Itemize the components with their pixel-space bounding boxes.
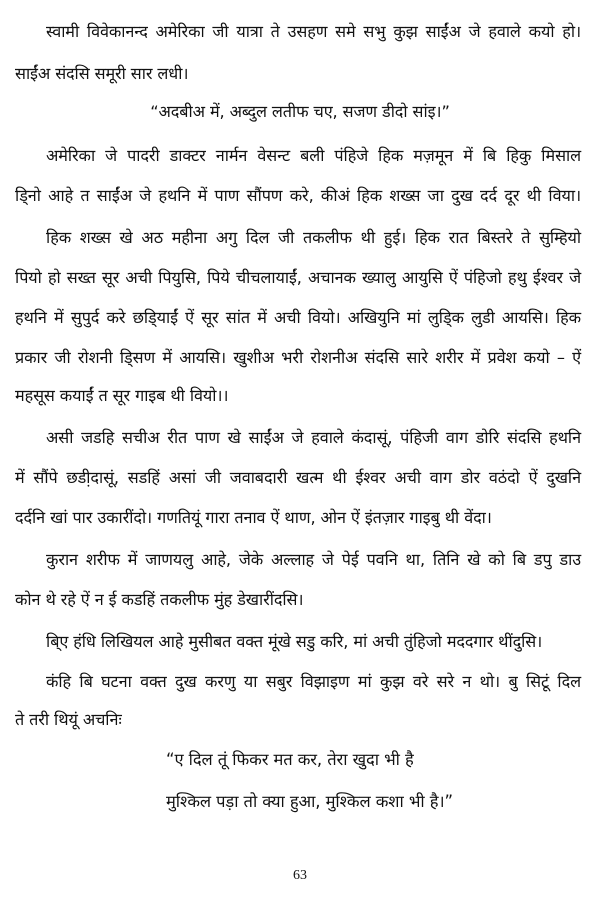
paragraph-4-line-3: दर्दनि खां पार उकारींदो। गणतियूं गारा तनाव ऐं थाण, ओन ऐं इंतज़ार गाइबु थी वेंदा। [15, 508, 492, 527]
paragraph-4-line-1: असी जडहि सचीअ रीत पाण खे साईंअ जे हवाले कंदासूं, पंहिजी वाग डोरि संदसि हथनि [46, 428, 581, 447]
page-number: 63 [293, 868, 307, 883]
paragraph-3-line-3: हथनि में सुपुर्द करे छडि्याईं ऐं सूर सांत में अची वियो। अखियुनि मां लुडि्क लुडी आयसि। हिक [15, 308, 581, 327]
paragraph-5-line-1: कुरान शरीफ में जाणयलु आहे, जेके अल्लाह जे पेई पवनि था, तिनि खे को बि डपु डाउ [46, 550, 581, 569]
paragraph-5-line-2: कोन थे रहे ऐं न ई कडहिं तकलीफ मुंह डेखारींदसि। [15, 590, 304, 609]
paragraph-3-line-2: पियो हो सख्त सूर अची पियुसि, पिये चीचलायाईं, अचानक ख्यालु आयुसि ऐं पंहिजो हथु ईश्वर जे [15, 268, 581, 287]
verse-line-1: “ए दिल तूं फिकर मत कर, तेरा खुदा भी है [166, 750, 414, 769]
paragraph-7-line-1: कंहि बि घटना वक्त दुख करणु या सबुर विझाइण मां कुझ वरे सरे न थो। बु सिटूं दिल [46, 672, 581, 691]
paragraph-2-line-1: अमेरिका जे पादरी डाक्टर नार्मन वेसन्ट बली पंहिजे हिक मज़मून में बि हिकु मिसाल [46, 146, 581, 165]
paragraph-6-line-1: बि्ए हंधि लिखियल आहे मुसीबत वक्त मूंखे सडु करि, मां अची तुंहिजो मददगार थींदुसि। [46, 632, 543, 651]
paragraph-1-line-1: स्वामी विवेकानन्द अमेरिका जी यात्रा ते उसहण समे सभु कुझ साईंअ जे हवाले कयो हो। [46, 22, 581, 41]
paragraph-4-line-2: में सौंपे छडी़दासूं, सडहिं असां जी जवाबदारी खत्म थी ईश्वर अची वाग डोर वठंदो ऐं दुखनि [15, 468, 581, 487]
paragraph-2-line-2: डि्नो आहे त साईंअ जे हथनि में पाण सौंपण करे, कीअं हिक शख्स जा दुख दर्द दूर थी विया। [15, 186, 581, 205]
verse-line-2: मुश्किल पड़ा तो क्या हुआ, मुश्किल कशा भी है।” [166, 792, 454, 811]
paragraph-7-line-2: ते तरी थियूं अचनिः [15, 710, 122, 729]
paragraph-3-line-4: प्रकार जी रोशनी डि्सण में आयसि। खुशीअ भरी रोशनीअ संदसि सारे शरीर में प्रवेश कयो – ऐं [15, 348, 581, 367]
paragraph-1-line-2: साईंअ संदसि समूरी सार लधी। [15, 64, 189, 83]
quoted-couplet: “अदबीअ में, अब्दुल लतीफ चए, सजण डीदो सांइ।” [150, 102, 450, 121]
paragraph-3-line-5: महसूस कयाईं त सूर गाइब थी वियो।। [15, 386, 229, 405]
paragraph-3-line-1: हिक शख्स खे अठ महीना अगु दिल जी तकलीफ थी हुई। हिक रात बिस्तरे ते सुम्हियो [46, 228, 581, 247]
